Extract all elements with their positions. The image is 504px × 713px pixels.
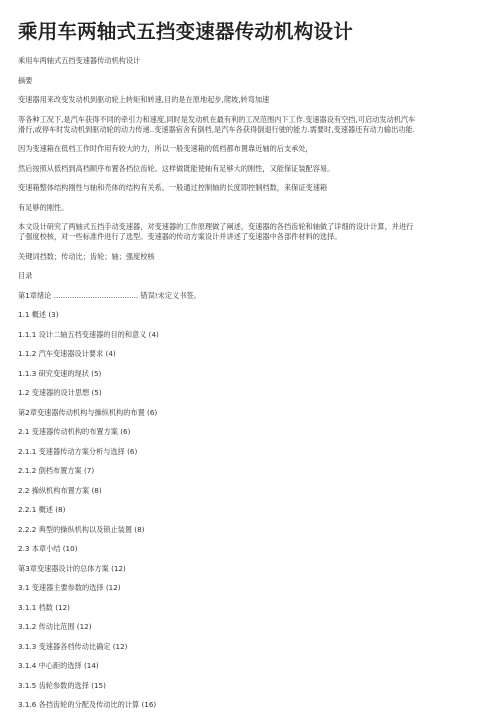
- paragraph-line: 本文设计研究了两轴式五挡手动变速器，对变速器的工作原理做了阐述，变速器的各挡齿轮和轴做了详细的设计计算，并进行: [18, 222, 414, 231]
- paragraph-line: 3.1.5 齿轮参数的选择 (15): [18, 680, 106, 690]
- paragraph-line: 然后按照从低档到高档顺序布置各档位齿轮。这样做既能使轴有足够大的刚性，又能保证装配容易。: [18, 163, 335, 173]
- paragraph-line: 3.1.2 传动比范围 (12): [18, 622, 92, 631]
- paragraph-line: 第1章绪论 ..................................... 错误!未定义书签。: [18, 290, 201, 300]
- paragraph-line: 3.1.6 各挡齿轮的分配及传动比的计算 (16): [18, 700, 157, 709]
- paragraph-line: 变速器用来改变发动机到驱动轮上转矩和转速,目的是在原地起步,爬坡,转弯加速: [18, 95, 270, 104]
- paragraph-line: 2.1.1 变速器传动方案分析与选择 (6): [18, 446, 138, 456]
- paragraph-line: 1.1.3 研究变速的现状 (5): [18, 368, 102, 378]
- paragraph-line: 第3章变速器设计的总体方案 (12): [18, 563, 126, 573]
- paragraph-line: 因为变速箱在低档工作时作用有较大的力，所以一般变速箱的低档都布置靠近轴的后支承处，: [18, 144, 313, 153]
- paragraph-line: 滑行,或停车时发动机到驱动轮的动力传递..变速器宿舍有倒档,是汽车各获得倒退行驶的能力.需要时,变速器还有动力输出功能.: [18, 124, 415, 134]
- paragraph-line: 2.2.1 概述 (8): [18, 505, 66, 514]
- paragraph-line: 1.1.2 汽车变速器设计要求 (4): [18, 349, 116, 358]
- paragraph-line: 3.1.4 中心距的选择 (14): [18, 661, 99, 670]
- paragraph-line: 有足够的刚性。: [18, 202, 69, 212]
- paragraph-line: 3.1.3 变速器各档传动比确定 (12): [18, 641, 128, 651]
- paragraph-line: 第2章变速器传动机构与操纵机构的布置 (6): [18, 407, 158, 417]
- paragraph-line: 1.1 概述 (3): [18, 310, 59, 319]
- paragraph-line: 1.2 变速器的设计思想 (5): [18, 388, 102, 397]
- paragraph-line: 乘用车两轴式五挡变速器传动机构设计: [18, 56, 141, 65]
- paragraph-line: 2.1 变速器传动机构的布置方案 (6): [18, 427, 131, 436]
- paragraph-line: 1.1.1 设计二轴五档变速器的目的和意义 (4): [18, 329, 159, 339]
- paragraph-line: 摘要: [18, 75, 33, 85]
- paragraph-line: 了强度校核，对一些标准件进行了选型。变速器的传动方案设计并讲述了变速器中各部件材料的选择。: [18, 232, 342, 241]
- paragraph-line: 3.1 变速器主要参数的选择 (12): [18, 583, 121, 592]
- paragraph-line: 变速箱整体结构刚性与轴和壳体的结构有关系。一般通过控制轴的长度即控制档数，来保证变速箱: [18, 183, 328, 192]
- paragraph-line: 等各种工况下,是汽车获得不同的牵引力和速度,同时是发动机在最有利的工况范围内下工作.变速器设有空挡,可启动发动机汽车: [18, 114, 416, 124]
- paragraph-line: 2.2.2 典型的操纵机构以及锁止装置 (8): [18, 524, 145, 534]
- paragraph-line: 2.1.2 倒档布置方案 (7): [18, 466, 95, 475]
- document-title: 乘用车两轴式五挡变速器传动机构设计: [18, 20, 353, 43]
- paragraph-line: 关键词挡数；传动比；齿轮；轴；强度校核: [18, 251, 155, 261]
- paragraph-line: 目录: [18, 271, 33, 280]
- paragraph-line: 2.3 本章小结 (10): [18, 544, 78, 553]
- paragraph-line: 2.2 操纵机构布置方案 (8): [18, 485, 102, 495]
- document-body: [18, 56, 486, 710]
- paragraph-line: 3.1.1 档数 (12): [18, 602, 70, 612]
